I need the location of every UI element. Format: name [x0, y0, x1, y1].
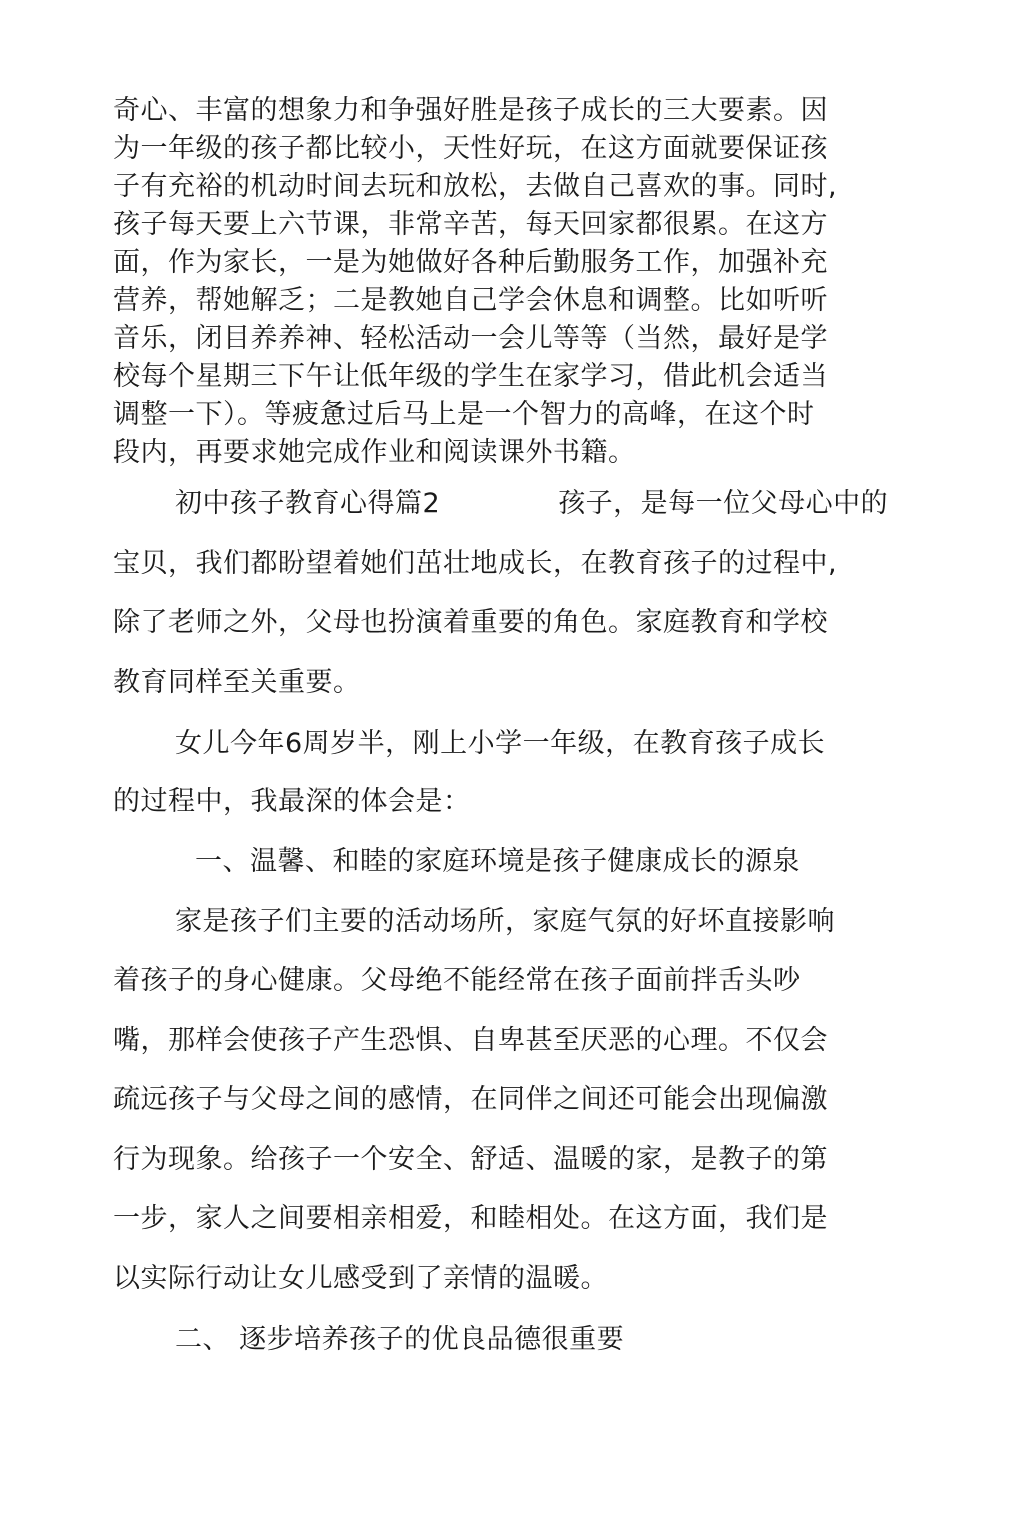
text-line: 以实际行动让女儿感受到了亲情的温暖。 [113, 1263, 608, 1294]
text-line: 的过程中，我最深的体会是： [113, 786, 471, 817]
text-line: 子有充裕的机动时间去玩和放松，去做自己喜欢的事。同时, [113, 171, 838, 202]
text-line: 面，作为家长，一是为她做好各种后勤服务工作，加强补充 [113, 247, 828, 278]
section-heading-2: 二、 逐步培养孩子的优良品德很重要 [175, 1324, 625, 1355]
text-line: 校每个星期三下午让低年级的学生在家学习，借此机会适当 [113, 361, 828, 392]
text-line: 调整一下）。等疲惫过后马上是一个智力的高峰，在这个时 [113, 399, 815, 430]
text-line: 嘴，那样会使孩子产生恐惧、自卑甚至厌恶的心理。不仅会 [113, 1025, 828, 1056]
text-line: 除了老师之外，父母也扮演着重要的角色。家庭教育和学校 [113, 607, 828, 638]
text-line: 家是孩子们主要的活动场所，家庭气氛的好坏直接影响 [175, 906, 835, 937]
top-paragraph [113, 92, 913, 472]
text-line: 宝贝，我们都盼望着她们茁壮地成长，在教育孩子的过程中, [113, 548, 838, 579]
text-line: 着孩子的身心健康。父母绝不能经常在孩子面前拌舌头吵 [113, 965, 801, 996]
text-line: 教育同样至关重要。 [113, 667, 361, 698]
text-line: 女儿今年6周岁半，刚上小学一年级，在教育孩子成长 [175, 728, 826, 759]
text-line: 音乐，闭目养养神、轻松活动一会儿等等（当然，最好是学 [113, 323, 828, 354]
text-line: 一步，家人之间要相亲相爱，和睦相处。在这方面，我们是 [113, 1203, 828, 1234]
article-first-line [175, 484, 888, 524]
text-line: 孩子每天要上六节课，非常辛苦，每天回家都很累。在这方 [113, 209, 828, 240]
text-line: 为一年级的孩子都比较小，天性好玩，在这方面就要保证孩 [113, 133, 828, 164]
section-heading-1: 一、温馨、和睦的家庭环境是孩子健康成长的源泉 [195, 846, 800, 877]
text-line: 行为现象。给孩子一个安全、舒适、温暖的家，是教子的第 [113, 1144, 828, 1175]
article-first-line-text: 孩子，是每一位父母心中的 [558, 488, 889, 519]
text-line: 疏远孩子与父母之间的感情，在同伴之间还可能会出现偏激 [113, 1084, 828, 1115]
text-line: 营养，帮她解乏；二是教她自己学会休息和调整。比如听听 [113, 285, 828, 316]
text-line: 段内，再要求她完成作业和阅读课外书籍。 [113, 437, 636, 468]
article-title: 初中孩子教育心得篇2 [175, 488, 441, 519]
text-line: 奇心、丰富的想象力和争强好胜是孩子成长的三大要素。因 [113, 95, 828, 126]
